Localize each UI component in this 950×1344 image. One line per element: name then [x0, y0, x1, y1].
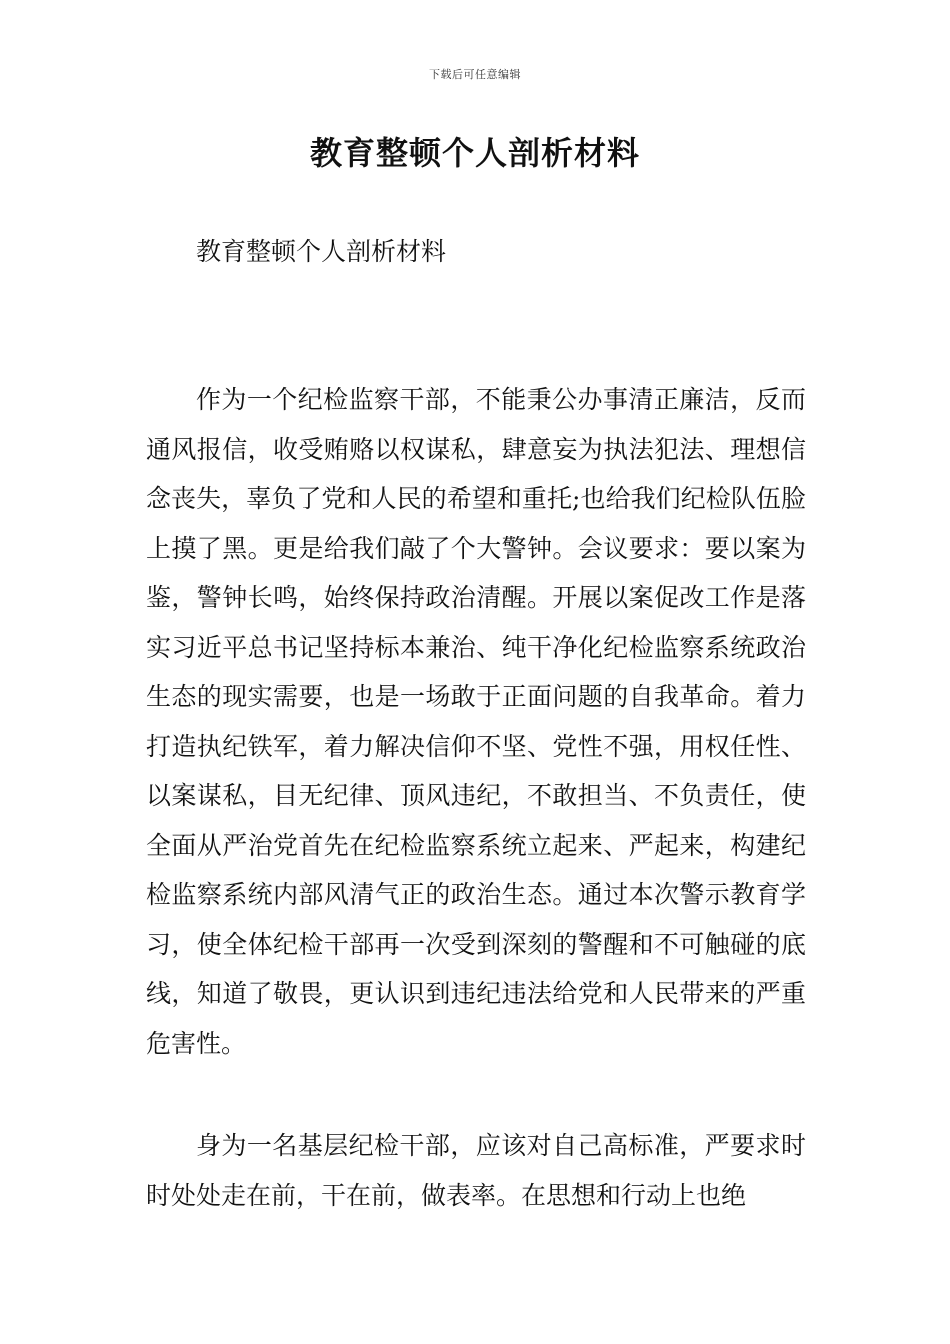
body-paragraph: 身为一名基层纪检干部，应该对自己高标准，严要求时时处处走在前，干在前，做表率。在思想和行动上也绝 — [146, 1131, 806, 1210]
header-note: 下载后可任意编辑 — [429, 68, 521, 81]
document-title: 教育整顿个人剖析材料 — [309, 134, 640, 172]
body-paragraph: 作为一个纪检监察干部，不能秉公办事清正廉洁，反而通风报信，收受贿赂以权谋私，肆意妄为执法犯法、理想信念丧失，辜负了党和人民的希望和重托;也给我们纪检队伍脸上摸了黑。更是给我们敲了个大警钟。会议要求：要以案为鉴，警钟长鸣，始终保持政治清醒。开展以案促改工作是落实习近平总书记坚持标本兼治、纯干净化纪检监察系统政治生态的现实需要，也是一场敢于正面问题的自我革命。着力打造执纪铁军，着力解决信仰不坚、党性不强，用权任性、以案谋私，目无纪律、顶风违纪，不敢担当、不负责任，使全面从严治党首先在纪检监察系统立起来、严起来，构建纪检监察系统内部风清气正的政治生态。通过本次警示教育学习，使全体纪检干部再一次受到深刻的警醒和不可触碰的底线，知道了敬畏，更认识到违纪违法给党和人民带来的严重危害性。 — [146, 385, 806, 1058]
document-subtitle: 教育整顿个人剖析材料 — [196, 237, 447, 266]
